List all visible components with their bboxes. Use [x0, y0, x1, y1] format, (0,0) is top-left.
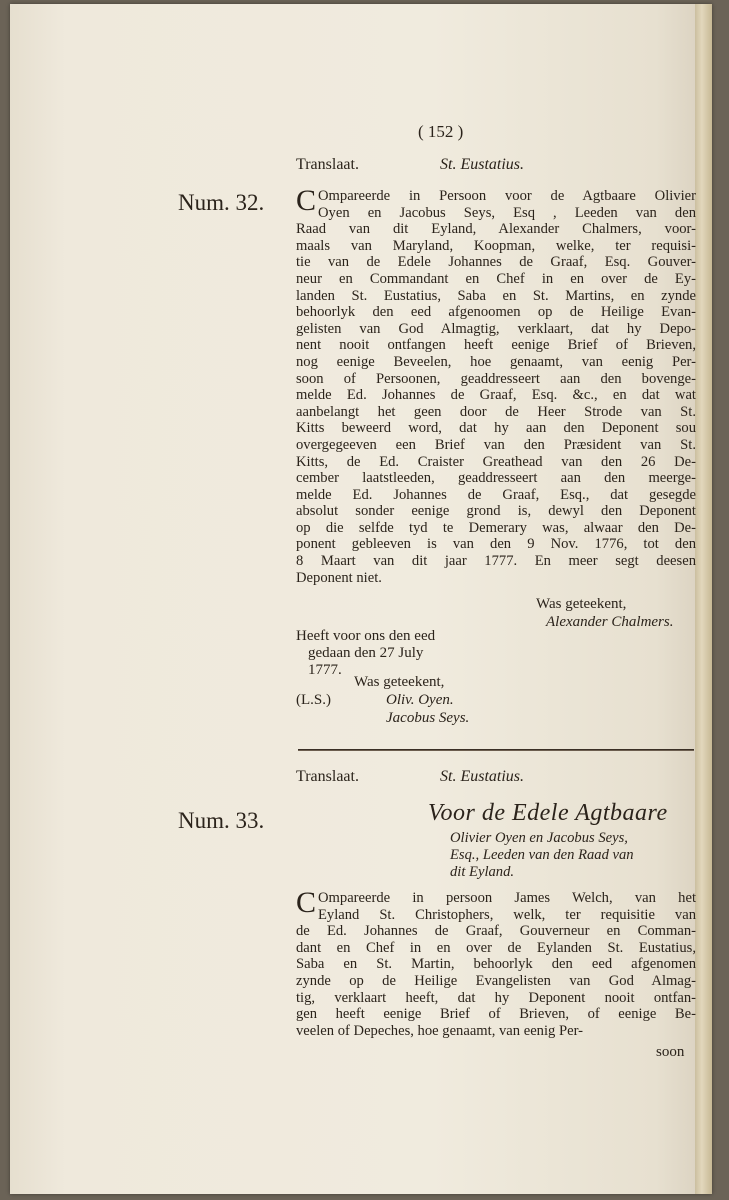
deposition-32-text	[296, 184, 696, 586]
witness-seys: Jacobus Seys.	[386, 710, 470, 726]
deposition-32-line: cember laatstleeden, geaddresseert aan den meerge-	[296, 470, 696, 487]
oath-line-1: Heeft voor ons den eed	[296, 628, 436, 644]
deposition-32-line: soon of Persoonen, geaddresseert aan den bovenge-	[296, 370, 696, 387]
dropcap-2: C	[296, 886, 317, 919]
deposition-32-line: Deponent niet.	[296, 569, 382, 586]
was-geteekent-2: Was geteekent,	[354, 674, 445, 690]
deposition-32-line: overgegeeven een Brief van den Præsident van St.	[296, 436, 696, 453]
deposition-32-line: Kitts beweerd word, dat hy aan den Deponent sou	[296, 420, 696, 437]
location-label-2: St. Eustatius.	[440, 768, 525, 785]
section-divider	[298, 749, 694, 750]
dropcap-1: C	[296, 184, 317, 217]
translaat-label-1: Translaat.	[296, 156, 359, 173]
translaat-label-2: Translaat.	[296, 768, 359, 785]
seal-ls: (L.S.)	[296, 692, 331, 708]
address-sub-3: dit Eyland.	[450, 864, 515, 880]
address-sub-2: Esq., Leeden van den Raad van	[450, 847, 634, 863]
address-heading: Voor de Edele Agtbaare	[428, 800, 668, 826]
deposition-33-line: Eyland St. Christophers, welk, ter requisitie van	[318, 906, 696, 923]
oath-line-2: gedaan den 27 July	[308, 645, 424, 661]
deposition-33-line: zynde op de Heilige Evangelisten van God Almag-	[296, 972, 696, 989]
signer-chalmers: Alexander Chalmers.	[546, 614, 674, 630]
deposition-32-line: tie van de Edele Johannes de Graaf, Esq. Gouver-	[296, 254, 696, 271]
deposition-32-line: Kitts, de Ed. Craister Greathead van den 26 De-	[296, 453, 696, 470]
deposition-32-line: aanbelangt het geen door de Heer Strode van St.	[296, 403, 696, 420]
deposition-32-line: landen St. Eustatius, Saba en St. Martins, en zynde	[296, 287, 696, 304]
deposition-32-line: neur en Commandant en Chef in en over de Ey-	[296, 270, 696, 287]
deposition-32-line: melde Ed. Johannes de Graaf, Esq., dat gesegde	[296, 486, 696, 503]
deposition-32-line: behoorlyk den eed afgenoomen op de Heilige Evan-	[296, 304, 696, 321]
deposition-32-line: 8 Maart van dit jaar 1777. En meer segt deesen	[296, 553, 696, 570]
page-edge	[695, 4, 712, 1194]
deposition-32-line: gelisten van God Almagtig, verklaart, dat hy Depo-	[296, 320, 696, 337]
oath-line-3: 1777.	[308, 662, 342, 678]
deposition-33-text	[296, 886, 696, 1039]
deposition-32-line: nent nooit ontfangen heeft eenige Brief of Brieven,	[296, 337, 696, 354]
deposition-33-line: veelen of Depeches, hoe genaamt, van eenig Per-	[296, 1022, 583, 1039]
book-page	[10, 4, 712, 1194]
deposition-32-line: Raad van dit Eyland, Alexander Chalmers, voor-	[296, 221, 696, 238]
deposition-32-line: Oyen en Jacobus Seys, Esq , Leeden van den	[318, 204, 696, 221]
num-32-label: Num. 32.	[178, 190, 265, 215]
deposition-32-line: maals van Maryland, Koopman, welke, ter requisi-	[296, 237, 696, 254]
address-sub-1: Olivier Oyen en Jacobus Seys,	[450, 830, 628, 846]
deposition-33-line: dant en Chef in en over de Eylanden St. Eustatius,	[296, 939, 696, 956]
deposition-33-line: Saba en St. Martin, behoorlyk den eed afgenomen	[296, 956, 696, 973]
num-33-label: Num. 33.	[178, 808, 265, 833]
deposition-32-line: ponent gebleeven is van den 9 Nov. 1776, tot den	[296, 536, 696, 553]
deposition-33-line: Ompareerde in persoon James Welch, van het	[318, 890, 696, 906]
witness-oyen: Oliv. Oyen.	[386, 692, 454, 708]
page-number: ( 152 )	[418, 122, 464, 141]
location-label-1: St. Eustatius.	[440, 156, 525, 173]
deposition-33-line: de Ed. Johannes de Graaf, Gouverneur en Comman-	[296, 923, 696, 940]
deposition-33-line: gen heeft eenige Brief of Brieven, of eenige Be-	[296, 1006, 696, 1023]
catchword: soon	[656, 1044, 685, 1060]
deposition-32-line: Ompareerde in Persoon voor de Agtbaare Olivier	[318, 188, 696, 204]
deposition-32-line: op die selfde tyd te Demerary was, alwaar den De-	[296, 519, 696, 536]
deposition-32-line: absolut sonder eenige grond is, dewyl den Deponent	[296, 503, 696, 520]
deposition-32-line: melde Ed. Johannes de Graaf, Esq. &c., en dat wat	[296, 387, 696, 404]
deposition-33-line: tig, verklaart heeft, dat hy Deponent nooit ontfan-	[296, 989, 696, 1006]
was-geteekent-1: Was geteekent,	[536, 596, 627, 612]
deposition-32-line: nog eenige Beveelen, hoe genaamt, van eenig Per-	[296, 353, 696, 370]
